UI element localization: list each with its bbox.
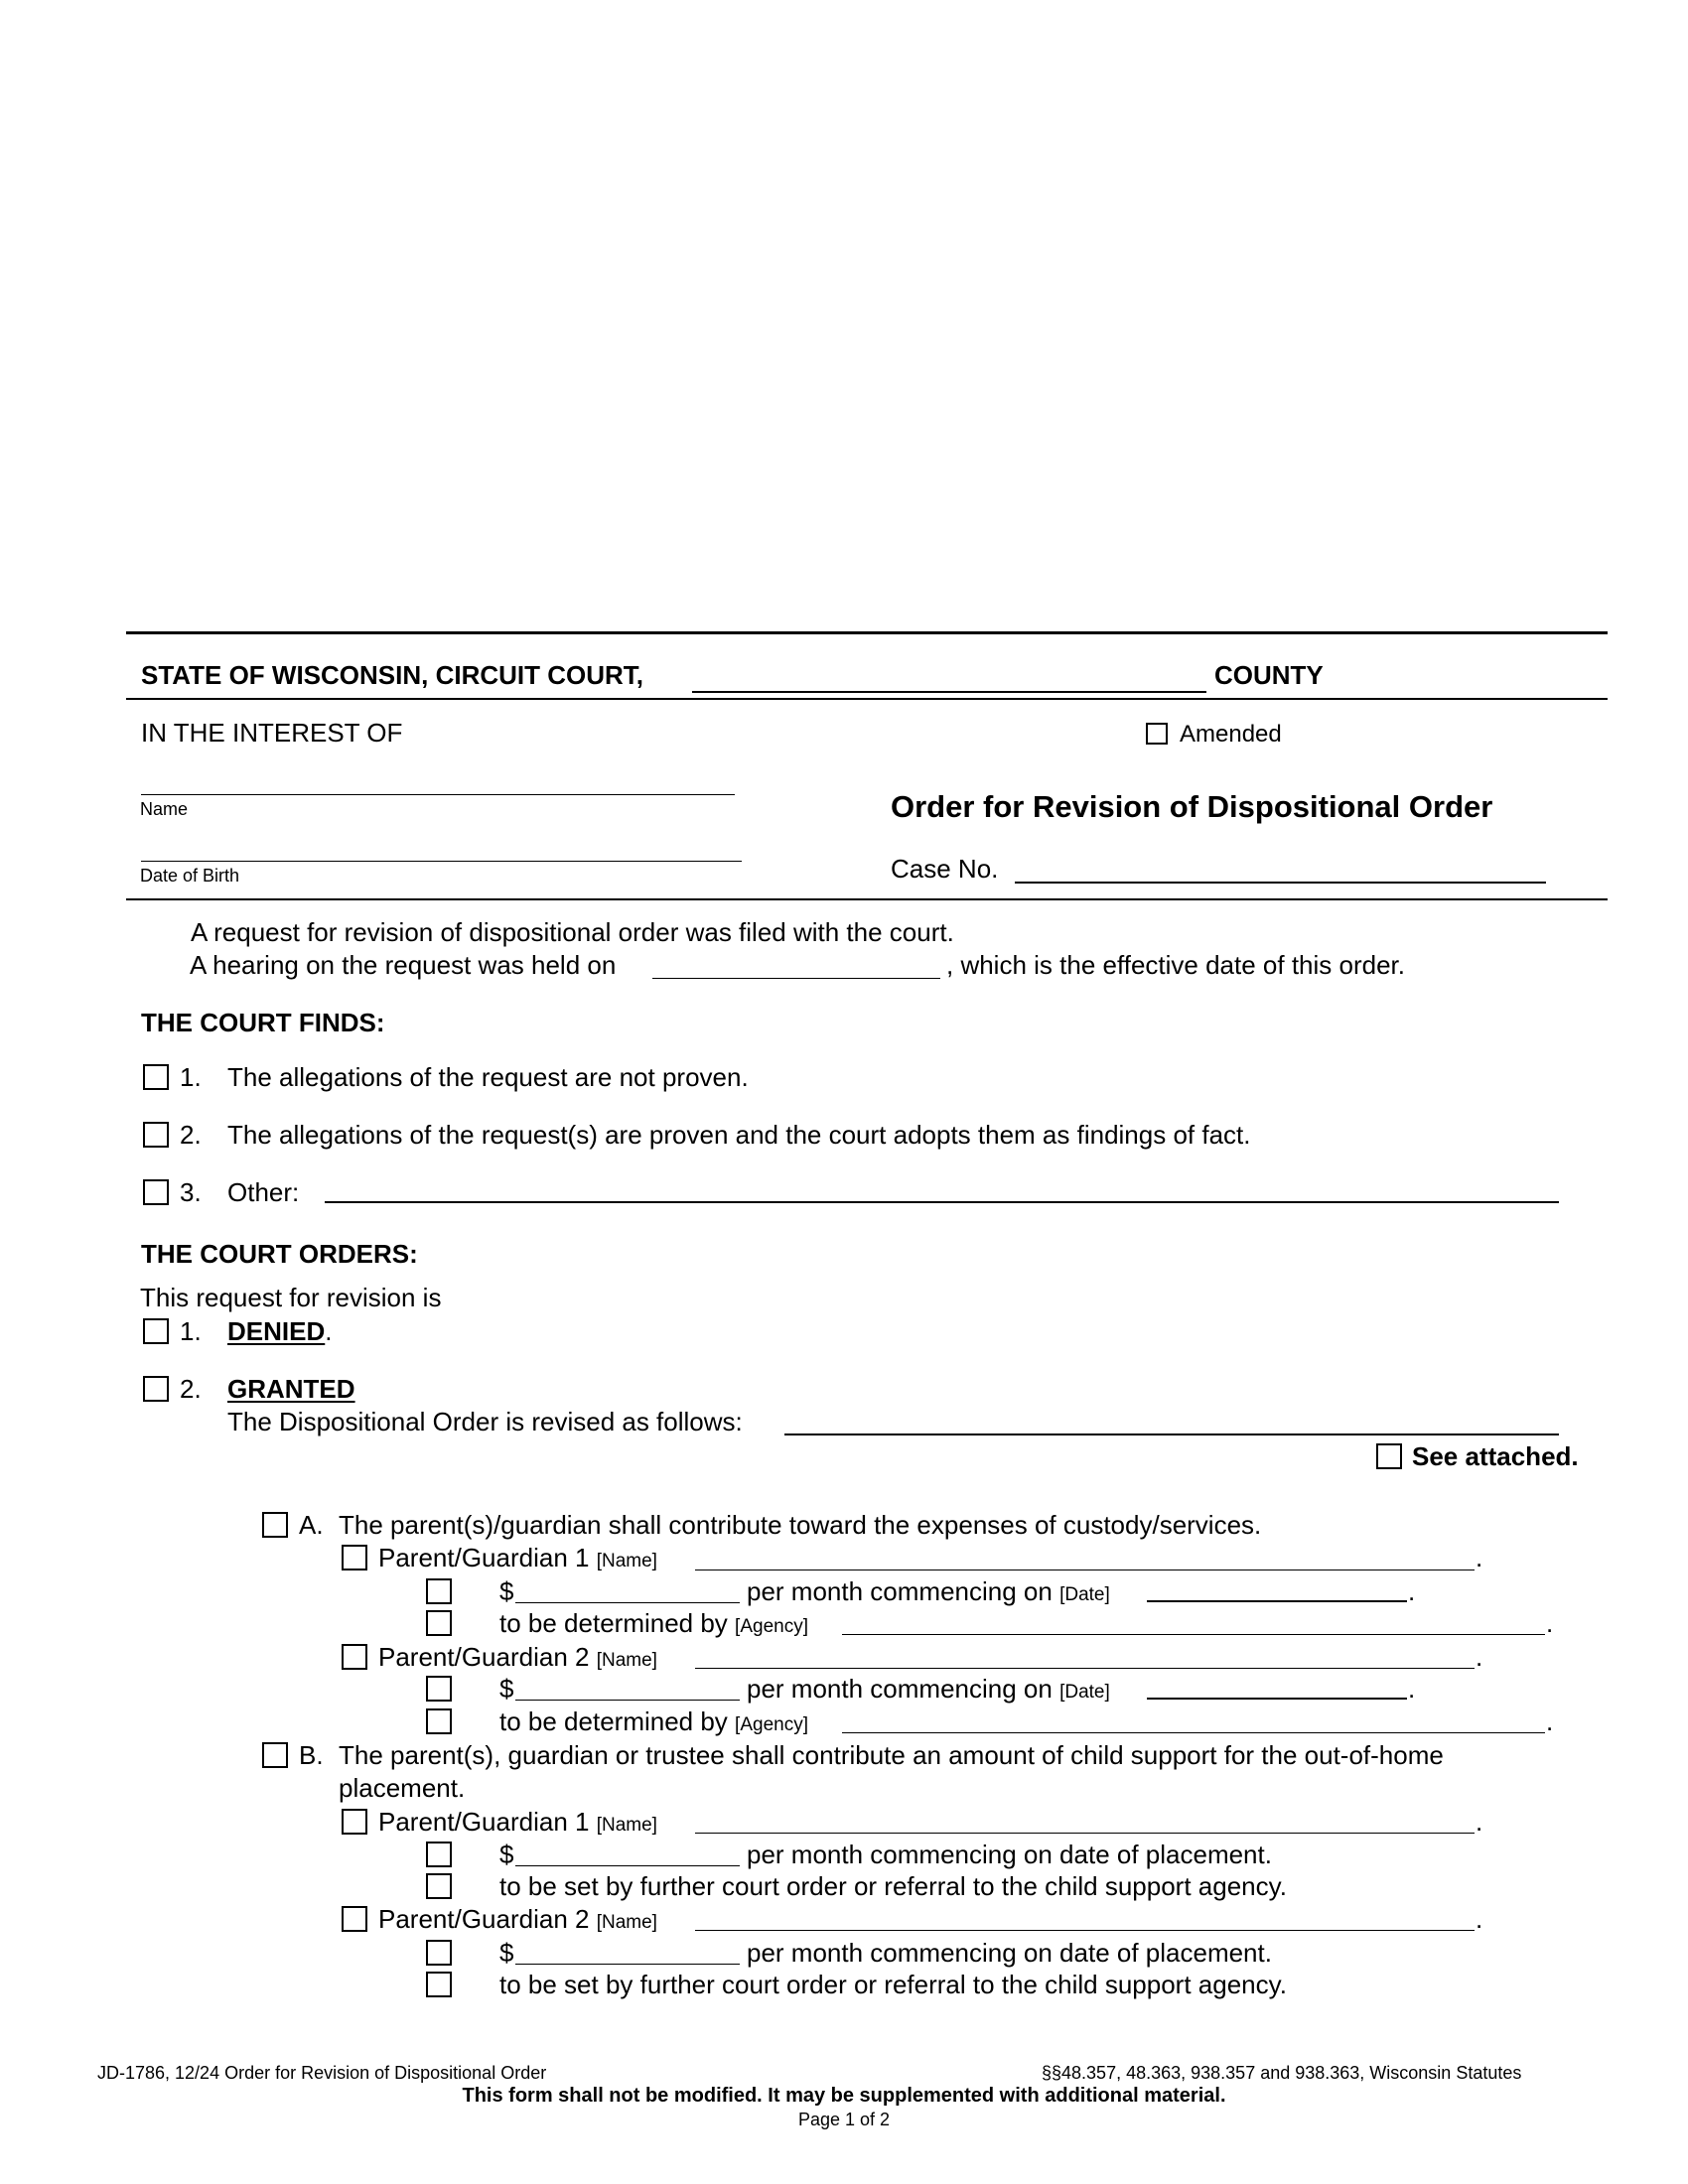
name-label: Name <box>140 799 189 819</box>
intro-line-2-suffix: , which is the effective date of this order. <box>946 950 1405 980</box>
name-field[interactable] <box>141 794 735 795</box>
b-pg2-name-hint: [Name] <box>596 1912 657 1933</box>
county-field[interactable] <box>692 691 1206 693</box>
b-pg2-text: Parent/Guardian 2 <box>378 1904 590 1934</box>
a-pg2-amount-field[interactable] <box>515 1700 740 1701</box>
a-pg2-label <box>378 1642 657 1673</box>
case-no-field[interactable] <box>1015 882 1546 884</box>
a-pg2-determined <box>499 1706 808 1737</box>
header-bottom-rule <box>126 898 1608 900</box>
dob-field[interactable] <box>141 861 742 862</box>
section-a-letter: A. <box>299 1510 324 1540</box>
b-pg2-per-month: per month commencing on date of placement. <box>747 1938 1272 1968</box>
a-pg1-date-hint: [Date] <box>1059 1584 1110 1605</box>
b-pg1-dollar: $ <box>499 1840 514 1869</box>
denied-label: DENIED <box>227 1316 326 1346</box>
section-b-checkbox[interactable] <box>262 1742 288 1768</box>
b-pg2-amount-checkbox[interactable] <box>426 1940 452 1966</box>
b-pg1-text: Parent/Guardian 1 <box>378 1807 590 1837</box>
denied-checkbox[interactable] <box>143 1318 169 1344</box>
finding-3-number: 3. <box>180 1177 202 1207</box>
b-pg1-amount-field[interactable] <box>515 1865 740 1866</box>
section-a-text: The parent(s)/guardian shall contribute toward the expenses of custody/services. <box>339 1510 1262 1540</box>
b-pg1-checkbox[interactable] <box>342 1809 367 1835</box>
denied-period: . <box>325 1316 333 1346</box>
a-pg2-per-month-text: per month commencing on <box>747 1674 1053 1704</box>
amended-label: Amended <box>1180 721 1282 748</box>
finding-3-other-field[interactable] <box>325 1201 1559 1203</box>
footer-notice: This form shall not be modified. It may be supplemented with additional material. <box>462 2085 1226 2107</box>
a-pg1-agency-hint: [Agency] <box>735 1616 808 1637</box>
court-prefix: STATE OF WISCONSIN, CIRCUIT COURT, <box>141 660 644 690</box>
a-pg1-period: . <box>1476 1543 1483 1572</box>
b-pg1-label <box>378 1807 657 1838</box>
b-pg1-name-hint: [Name] <box>596 1815 657 1836</box>
granted-number: 2. <box>180 1374 202 1404</box>
a-pg2-agency-checkbox[interactable] <box>426 1708 452 1734</box>
b-pg1-further-text: to be set by further court order or referral to the child support agency. <box>499 1871 1287 1901</box>
a-pg1-label <box>378 1543 657 1573</box>
a-pg1-name-hint: [Name] <box>596 1551 657 1571</box>
hearing-date-field[interactable] <box>652 978 940 979</box>
finding-1-checkbox[interactable] <box>143 1064 169 1090</box>
a-pg1-date-field[interactable] <box>1147 1600 1407 1602</box>
a-pg2-amount-checkbox[interactable] <box>426 1676 452 1702</box>
header-second-rule <box>126 698 1608 700</box>
section-b-text-line-2: placement. <box>339 1773 466 1803</box>
orders-heading: THE COURT ORDERS: <box>141 1239 418 1269</box>
a-pg1-dollar: $ <box>499 1576 514 1606</box>
a-pg1-amount-field[interactable] <box>515 1602 740 1603</box>
a-pg2-dollar: $ <box>499 1674 514 1704</box>
a-pg1-agency-checkbox[interactable] <box>426 1610 452 1636</box>
see-attached-checkbox[interactable] <box>1376 1443 1402 1469</box>
section-b-letter: B. <box>299 1740 324 1770</box>
b-pg1-amount-checkbox[interactable] <box>426 1842 452 1867</box>
b-pg2-checkbox[interactable] <box>342 1906 367 1932</box>
finding-2-checkbox[interactable] <box>143 1122 169 1148</box>
a-pg1-per-month <box>747 1576 1110 1607</box>
a-pg2-date-field[interactable] <box>1147 1698 1407 1700</box>
b-pg2-further-text: to be set by further court order or referral to the child support agency. <box>499 1970 1287 1999</box>
revised-text: The Dispositional Order is revised as follows: <box>227 1407 743 1436</box>
a-pg2-checkbox[interactable] <box>342 1644 367 1670</box>
a-pg2-determined-text: to be determined by <box>499 1706 728 1736</box>
a-pg1-agency-field[interactable] <box>842 1634 1545 1635</box>
b-pg1-name-field[interactable] <box>695 1833 1475 1834</box>
orders-intro: This request for revision is <box>140 1283 442 1312</box>
granted-checkbox[interactable] <box>143 1376 169 1402</box>
a-pg2-agency-period: . <box>1546 1706 1554 1736</box>
footer-statutes: §§48.357, 48.363, 938.357 and 938.363, Wisconsin Statutes <box>1042 2063 1522 2083</box>
a-pg2-per-month <box>747 1674 1110 1705</box>
finding-1-number: 1. <box>180 1062 202 1092</box>
a-pg2-agency-hint: [Agency] <box>735 1714 808 1735</box>
county-label: COUNTY <box>1214 660 1324 690</box>
form-title: Order for Revision of Dispositional Order <box>891 789 1493 824</box>
finding-3-label: Other: <box>227 1177 300 1207</box>
findings-heading: THE COURT FINDS: <box>141 1008 385 1037</box>
b-pg2-further-checkbox[interactable] <box>426 1972 452 1997</box>
denied-number: 1. <box>180 1316 202 1346</box>
a-pg1-determined <box>499 1608 808 1639</box>
b-pg2-period: . <box>1476 1904 1483 1934</box>
section-b-text-line-1: The parent(s), guardian or trustee shall contribute an amount of child support for the out-of-home <box>339 1740 1444 1770</box>
a-pg1-agency-period: . <box>1546 1608 1554 1638</box>
intro-line-2-prefix: A hearing on the request was held on <box>190 950 617 980</box>
see-attached-label: See attached. <box>1412 1441 1579 1471</box>
b-pg1-per-month: per month commencing on date of placement. <box>747 1840 1272 1869</box>
revised-field[interactable] <box>784 1433 1559 1435</box>
finding-2-number: 2. <box>180 1120 202 1150</box>
finding-1-text: The allegations of the request are not proven. <box>227 1062 749 1092</box>
a-pg2-name-hint: [Name] <box>596 1650 657 1671</box>
denied-option <box>227 1316 332 1347</box>
a-pg1-determined-text: to be determined by <box>499 1608 728 1638</box>
b-pg1-further-checkbox[interactable] <box>426 1873 452 1899</box>
a-pg1-per-month-text: per month commencing on <box>747 1576 1053 1606</box>
b-pg2-label <box>378 1904 657 1935</box>
a-pg2-date-period: . <box>1408 1674 1416 1704</box>
b-pg2-dollar: $ <box>499 1938 514 1968</box>
b-pg1-period: . <box>1476 1807 1483 1837</box>
header-top-rule <box>126 631 1608 634</box>
a-pg1-date-period: . <box>1408 1576 1416 1606</box>
a-pg1-checkbox[interactable] <box>342 1545 367 1570</box>
a-pg2-text: Parent/Guardian 2 <box>378 1642 590 1672</box>
b-pg2-name-field[interactable] <box>695 1930 1475 1931</box>
amended-checkbox[interactable] <box>1146 723 1168 745</box>
b-pg2-amount-field[interactable] <box>515 1964 740 1965</box>
finding-2-text: The allegations of the request(s) are proven and the court adopts them as findings of fact. <box>227 1120 1251 1150</box>
a-pg1-text: Parent/Guardian 1 <box>378 1543 590 1572</box>
a-pg2-period: . <box>1476 1642 1483 1672</box>
a-pg2-date-hint: [Date] <box>1059 1682 1110 1703</box>
footer-form-id: JD-1786, 12/24 Order for Revision of Dispositional Order <box>97 2063 547 2083</box>
a-pg1-amount-checkbox[interactable] <box>426 1578 452 1604</box>
granted-label: GRANTED <box>227 1374 355 1404</box>
footer-page-number: Page 1 of 2 <box>797 2110 891 2129</box>
intro-line-1: A request for revision of dispositional order was filed with the court. <box>191 917 954 947</box>
dob-label: Date of Birth <box>140 866 240 886</box>
section-a-checkbox[interactable] <box>262 1512 288 1538</box>
in-the-interest-of: IN THE INTEREST OF <box>141 718 403 748</box>
a-pg2-agency-field[interactable] <box>842 1732 1545 1733</box>
a-pg2-name-field[interactable] <box>695 1668 1475 1669</box>
finding-3-checkbox[interactable] <box>143 1179 169 1205</box>
case-no-label: Case No. <box>891 854 999 884</box>
